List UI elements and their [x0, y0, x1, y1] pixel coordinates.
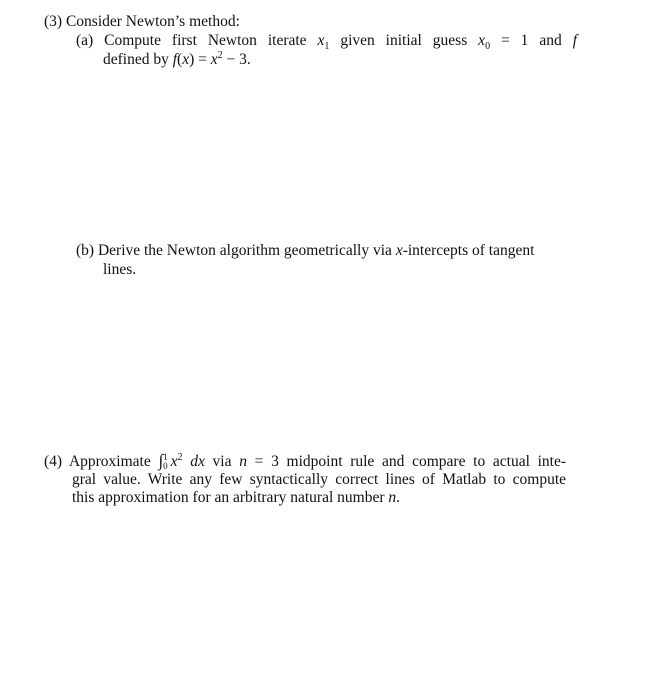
text: ) =	[189, 51, 211, 68]
math-var: n	[239, 453, 247, 470]
question-3a-line1	[76, 31, 577, 53]
text: = 3 midpoint rule and compare to actual inte-	[246, 453, 567, 470]
math-var: f	[172, 51, 178, 68]
math-var: f	[572, 32, 577, 49]
upper-limit: 1	[163, 452, 168, 463]
part-label: (b)	[76, 242, 95, 259]
math-exp: 2	[177, 451, 183, 463]
text: = 1 and	[490, 32, 573, 49]
question-title: Consider Newton’s method:	[65, 13, 240, 30]
math-var: n	[388, 489, 397, 506]
math-var: x	[395, 242, 403, 259]
math-var: x	[170, 453, 178, 470]
math-var: x	[317, 32, 325, 49]
text: -intercepts of tangent	[402, 242, 535, 259]
text: Derive the Newton algorithm geometrically via	[97, 242, 396, 259]
integral-sign: ∫	[158, 451, 164, 470]
text: lines.	[103, 261, 137, 278]
question-3b-line1	[76, 241, 534, 260]
question-3b-line2	[103, 260, 136, 279]
text: this approximation for an arbitrary natural number	[72, 489, 389, 506]
text: − 3.	[222, 51, 251, 68]
question-3a-line2	[103, 50, 251, 69]
part-label: (a)	[76, 32, 94, 49]
text: given initial guess	[340, 32, 468, 49]
text: .	[396, 489, 400, 506]
math-var: x	[182, 51, 190, 68]
lower-limit: 0	[163, 461, 168, 472]
question-4-line1	[44, 451, 566, 471]
math-var: x	[478, 32, 486, 49]
integral-limits	[163, 453, 168, 471]
text: Compute first Newton iterate	[104, 32, 307, 49]
text: Approximate	[68, 453, 159, 470]
math-sub: 0	[485, 41, 491, 53]
question-3-heading	[44, 12, 240, 31]
math-exp: 2	[217, 49, 223, 61]
text: (	[177, 51, 183, 68]
question-4-line2	[72, 470, 566, 489]
question-4-line3	[72, 488, 400, 507]
math-var: x	[210, 51, 218, 68]
question-number: (4)	[44, 453, 63, 470]
text: via	[204, 453, 240, 470]
math-sub: 1	[324, 41, 330, 53]
math-var: dx	[190, 453, 205, 470]
text: gral value. Write any few syntactically correct lines of Matlab to compute	[72, 471, 566, 488]
question-number: (3)	[44, 13, 63, 30]
text: defined by	[103, 51, 173, 68]
